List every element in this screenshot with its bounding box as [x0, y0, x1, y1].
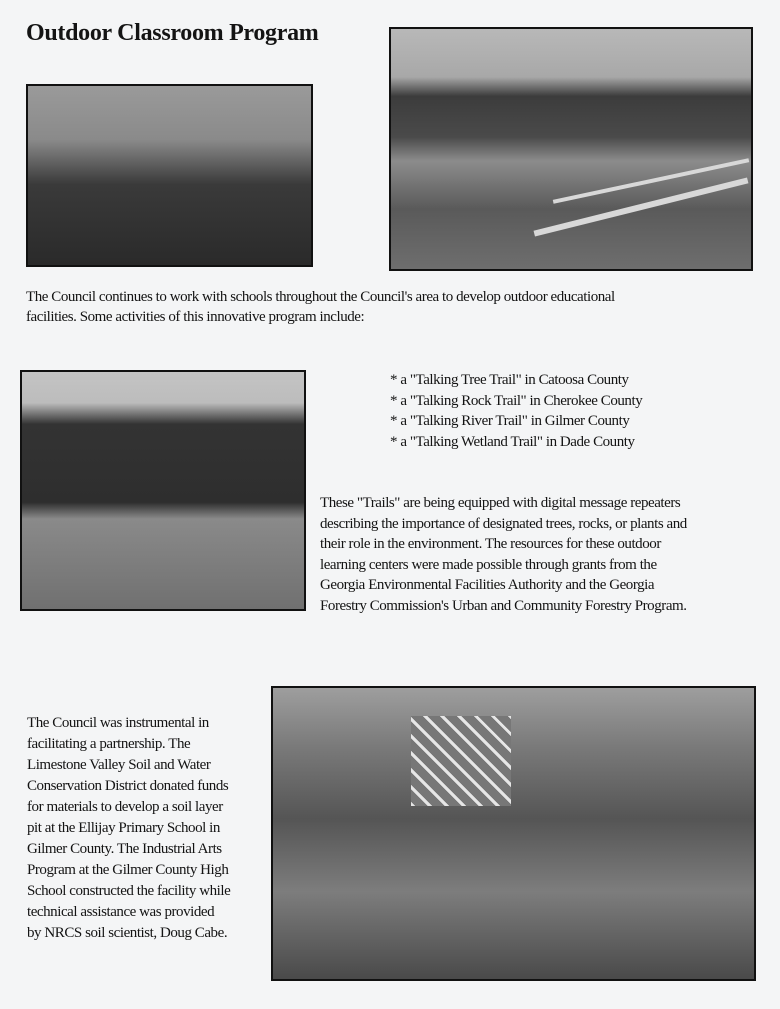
- list-item: * a "Talking River Trail" in Gilmer County: [390, 413, 630, 429]
- text-line: Gilmer County. The Industrial Arts: [27, 841, 222, 857]
- trails-paragraph: [320, 493, 687, 617]
- text-line: pit at the Ellijay Primary School in: [27, 820, 220, 836]
- list-item: * a "Talking Tree Trail" in Catoosa County: [390, 372, 629, 388]
- text-line: School constructed the facility while: [27, 883, 231, 899]
- text-line: learning centers were made possible through grants from the: [320, 556, 657, 573]
- classroom-photo: [26, 84, 313, 267]
- boardwalk-rail: [534, 177, 749, 236]
- text-line: Georgia Environmental Facilities Authority and the Georgia: [320, 577, 655, 594]
- intro-paragraph: [26, 287, 615, 327]
- list-item: * a "Talking Wetland Trail" in Dade County: [390, 433, 635, 450]
- lattice-structure: [411, 716, 511, 806]
- list-item: * a "Talking Rock Trail" in Cherokee County: [390, 392, 643, 409]
- text-line: The Council was instrumental in: [27, 715, 209, 731]
- text-line: technical assistance was provided: [27, 904, 215, 920]
- text-line: Program at the Gilmer County High: [27, 862, 229, 878]
- boardwalk-trail-photo: [389, 27, 753, 271]
- text-line: Forestry Commission's Urban and Community Forestry Program.: [320, 597, 687, 614]
- text-line: describing the importance of designated trees, rocks, or plants and: [320, 515, 687, 532]
- text-line: facilities. Some activities of this innovative program include:: [26, 309, 365, 325]
- text-line: Conservation District donated funds: [27, 778, 229, 794]
- text-line: their role in the environment. The resources for these outdoor: [320, 536, 661, 553]
- boardwalk-rail: [553, 158, 749, 203]
- text-line: facilitating a partnership. The: [27, 736, 191, 752]
- text-line: These "Trails" are being equipped with digital message repeaters: [320, 495, 681, 511]
- text-line: Limestone Valley Soil and Water: [27, 757, 211, 773]
- page-title: Outdoor Classroom Program: [26, 20, 319, 46]
- text-line: for materials to develop a soil layer: [27, 799, 223, 815]
- text-line: The Council continues to work with schools throughout the Council's area to develop outdoor educational: [26, 289, 615, 305]
- trail-list: [390, 370, 642, 452]
- field-visitors-photo: [20, 370, 306, 611]
- partnership-paragraph: [27, 713, 230, 944]
- soil-pit-photo: [271, 686, 756, 981]
- text-line: by NRCS soil scientist, Doug Cabe.: [27, 925, 228, 941]
